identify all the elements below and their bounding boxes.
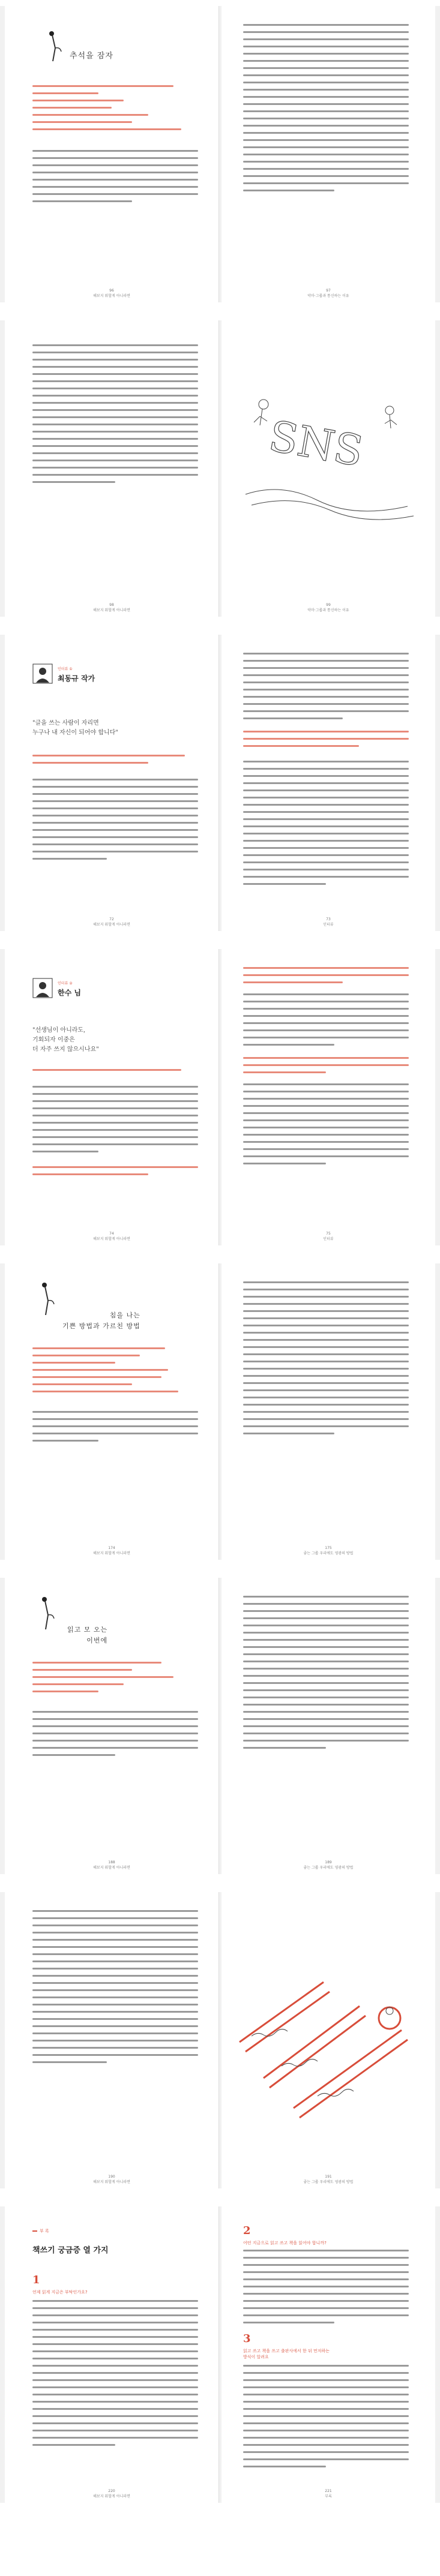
page-96	[5, 6, 218, 302]
running-footer: 악마·그룹과 통신하는 이유	[307, 608, 349, 613]
red-quote-lines	[32, 1662, 198, 1698]
red-question-lines	[243, 967, 409, 989]
question-title: 언제 읽게 지금은 부탁인가요?	[32, 2290, 88, 2295]
running-footer: 좋는 그룹 우리에도 영광의 방법	[303, 1866, 354, 1870]
page-number: 175	[325, 1546, 332, 1550]
page-221	[222, 2206, 435, 2503]
red-summary-lines	[32, 1069, 198, 1076]
body-text-lines	[243, 2365, 409, 2473]
spread-2	[0, 320, 440, 617]
page-number: 174	[108, 1546, 115, 1550]
body-text-lines	[32, 150, 198, 208]
interview-badge: 인터뷰 ①	[58, 667, 73, 671]
body-text-lines	[32, 1711, 198, 1761]
page-98	[5, 320, 218, 617]
spread-3	[0, 635, 440, 931]
sns-art-text: SNS	[265, 411, 367, 476]
spread-6	[0, 1578, 440, 1874]
running-footer: 해보지 뭐할게 아니라면	[93, 294, 130, 298]
chapter-title: 침을 나는 기쁜 방법과 가르친 방법	[62, 1311, 140, 1330]
running-footer: 악마·그룹과 통신하는 이유	[307, 294, 349, 298]
running-footer: 해보지 뭐할게 아니라면	[93, 923, 130, 927]
page-number: 72	[109, 917, 114, 921]
body-text-lines	[32, 2300, 198, 2451]
body-text-lines	[243, 1596, 409, 1754]
body-text-lines	[243, 2250, 409, 2329]
body-text-lines	[32, 1910, 198, 2068]
page-174	[5, 1263, 218, 1560]
spread-5	[0, 1263, 440, 1560]
page-number: 189	[325, 1860, 332, 1865]
red-question-lines	[243, 731, 409, 752]
pull-quote: "선생님이 아니라도, 기회되자 이중은 더 자주 쓰지 않으시나요"	[32, 1027, 99, 1053]
chapter-title: 읽고 모 오는 이번에	[67, 1626, 108, 1644]
body-text-lines	[32, 779, 198, 865]
question-number: 3	[243, 2332, 251, 2345]
red-question-lines	[32, 1166, 198, 1181]
red-pin-icon	[41, 1596, 59, 1632]
page-number: 97	[326, 289, 331, 293]
page-189	[222, 1578, 435, 1874]
red-pin-icon	[41, 1281, 59, 1317]
page-number: 96	[109, 289, 114, 293]
author-name: 한수 님	[58, 989, 81, 997]
page-220	[5, 2206, 218, 2503]
question-title: 읽고 쓰고 책을 쓰고 출판사에서 한 뒤 먼저하는 방식이 알려요	[243, 2349, 330, 2359]
page-number: 221	[325, 2489, 332, 2493]
red-question-lines	[243, 1057, 409, 1079]
red-quote-lines	[32, 85, 198, 136]
running-footer: 부록	[325, 2494, 332, 2499]
body-text-lines	[243, 993, 409, 1051]
page-188	[5, 1578, 218, 1874]
running-footer: 인터뷰	[323, 923, 334, 927]
body-text-lines	[243, 761, 409, 890]
body-text-lines	[32, 344, 198, 488]
page-number: 220	[108, 2489, 115, 2493]
page-number: 98	[109, 603, 114, 607]
interview-badge: 인터뷰 ②	[58, 981, 73, 986]
page-75	[222, 949, 435, 1245]
page-number: 190	[108, 2175, 115, 2179]
author-portrait-icon	[32, 663, 53, 684]
sns-illustration	[228, 368, 429, 548]
body-text-lines	[243, 1083, 409, 1170]
author-name: 최동규 작가	[58, 674, 95, 683]
running-footer: 인터뷰	[323, 1237, 334, 1241]
chapter-title: 추석을 잠자	[70, 52, 113, 61]
spread-8	[0, 2206, 440, 2503]
page-191	[222, 1892, 435, 2188]
running-footer: 좋는 그룹 우리에도 영광의 방법	[303, 2180, 354, 2184]
question-number: 1	[32, 2274, 40, 2286]
page-73	[222, 635, 435, 931]
running-footer: 해보지 뭐할게 아니라면	[93, 2494, 130, 2499]
question-number: 2	[243, 2224, 251, 2237]
river-illustration	[228, 1946, 429, 2126]
page-number: 75	[326, 1232, 331, 1236]
running-footer: 해보지 뭐할게 아니라면	[93, 1866, 130, 1870]
body-text-lines	[243, 1281, 409, 1440]
body-text-lines	[32, 1411, 198, 1447]
running-footer: 해보지 뭐할게 아니라면	[93, 608, 130, 613]
page-number: 99	[326, 603, 331, 607]
page-74	[5, 949, 218, 1245]
pull-quote: "글을 쓰는 사람이 자리면 누구나 내 자신이 되어야 합니다"	[32, 720, 118, 736]
running-footer: 해보지 뭐할게 아니라면	[93, 1237, 130, 1241]
appendix-tag: 부 록	[40, 2229, 49, 2233]
page-number: 191	[325, 2175, 332, 2179]
page-99	[222, 320, 435, 617]
page-number: 188	[108, 1860, 115, 1865]
page-number: 74	[109, 1232, 114, 1236]
running-footer: 해보지 뭐할게 아니라면	[93, 1551, 130, 1556]
spread-1	[0, 6, 440, 302]
spread-4	[0, 949, 440, 1245]
page-number: 73	[326, 917, 331, 921]
question-title: 어떤 지금으로 읽고 쓰고 책을 읽어야 합니까?	[243, 2241, 327, 2245]
body-text-lines	[243, 653, 409, 725]
body-text-lines	[32, 1086, 198, 1158]
red-quote-lines	[32, 1347, 198, 1398]
red-summary-lines	[32, 755, 198, 769]
spread-7	[0, 1892, 440, 2188]
page-72	[5, 635, 218, 931]
running-footer: 해보지 뭐할게 아니라면	[93, 2180, 130, 2184]
running-footer: 좋는 그룹 우리에도 영광의 방법	[303, 1551, 354, 1556]
red-pin-icon	[48, 30, 66, 64]
page-190	[5, 1892, 218, 2188]
page-97	[222, 6, 435, 302]
author-portrait-icon	[32, 978, 53, 998]
appendix-title: 책쓰기 궁금증 열 가지	[32, 2246, 109, 2255]
body-text-lines	[243, 24, 409, 197]
page-175	[222, 1263, 435, 1560]
